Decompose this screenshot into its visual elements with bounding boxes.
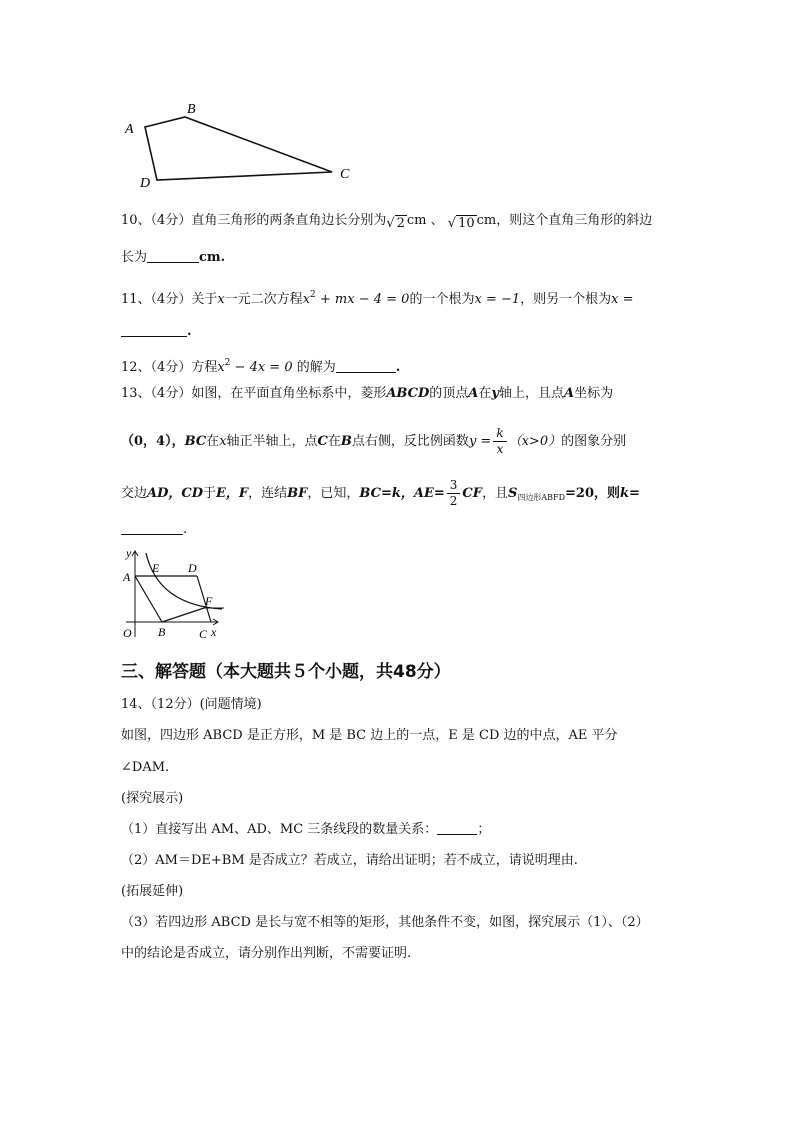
q13-frac-den: x bbox=[496, 442, 504, 456]
q13-fraction-3-over-2 bbox=[447, 478, 461, 509]
q13-l1e: 坐标为 bbox=[574, 386, 614, 401]
q13-l3a: 交边 bbox=[121, 486, 148, 501]
q10-line1 bbox=[121, 211, 691, 234]
label-d2: D bbox=[188, 561, 197, 575]
q13-l3i: CF bbox=[462, 486, 482, 501]
q13-frac2-den: 2 bbox=[449, 494, 458, 508]
label-f: F bbox=[205, 594, 213, 608]
q10-suffix: ，则这个直角三角形的斜边 bbox=[496, 213, 653, 228]
q12-prefix: 12、（4分）方程 bbox=[121, 360, 218, 375]
q13-line1 bbox=[121, 384, 691, 404]
q13-s-sub: 四边形ABFD bbox=[517, 493, 566, 502]
q11-line1 bbox=[121, 285, 691, 310]
label-o: O bbox=[123, 626, 132, 640]
q13-line4 bbox=[121, 520, 691, 540]
q13-l3h: BC=k，AE= bbox=[359, 486, 445, 501]
q13-l3k: =20，则 bbox=[565, 486, 621, 501]
radicand-2: 2 bbox=[396, 216, 405, 231]
q13-end: . bbox=[183, 522, 188, 537]
q13-c: C bbox=[317, 434, 328, 449]
q14-p1-text: （1）直接写出 AM、AD、MC 三条线段的数量关系： bbox=[121, 822, 438, 837]
label-y-axis: y bbox=[126, 546, 132, 560]
q13-l1d: 轴上，且点 bbox=[498, 386, 564, 401]
quadrilateral-shape bbox=[145, 117, 332, 180]
q13-l3c: 于 bbox=[203, 486, 217, 501]
q13-l3b: AD，CD bbox=[147, 486, 203, 501]
q13-l2a: （0，4）， bbox=[121, 434, 185, 449]
q11-prefix: 11、（4分）关于 bbox=[121, 292, 218, 307]
quadrilateral-figure bbox=[115, 95, 365, 195]
answer-blank-q10[interactable] bbox=[147, 248, 199, 263]
q13-l1c: 在 bbox=[478, 386, 492, 401]
q10-prefix: 10、（4分）直角三角形的两条直角边长分别为 bbox=[121, 213, 387, 228]
label-a2: A bbox=[123, 570, 131, 584]
q11-mid: 一元二次方程 bbox=[224, 292, 303, 307]
q14-extend: (拓展延伸) bbox=[121, 884, 184, 899]
label-b2: B bbox=[158, 625, 166, 639]
label-d: D bbox=[140, 176, 151, 191]
sqrt-10: √ 10 bbox=[447, 216, 475, 231]
answer-blank-q13[interactable] bbox=[121, 520, 183, 535]
section-heading: 三、解答题（本大题共５个小题，共48分） bbox=[121, 662, 451, 682]
q13-y: y bbox=[491, 386, 499, 401]
q13-l1a: 13、（4分）如图，在平面直角坐标系中，菱形 bbox=[121, 386, 387, 401]
unit-cm-1: cm bbox=[406, 213, 427, 228]
q13-b: B bbox=[340, 434, 352, 449]
q12-suffix: 的解为 bbox=[292, 360, 336, 375]
side-ab bbox=[135, 576, 162, 622]
q14-p3b: 中的结论是否成立，请分别作出判断，不需要证明. bbox=[121, 946, 412, 961]
q14-line2: 如图，四边形 ABCD 是正方形，M 是 BC 边上的一点，E 是 CD 边的中点，AE 平分 bbox=[121, 728, 618, 743]
q14-p1 bbox=[121, 820, 691, 840]
q11-mid3: ，则另一个根为 bbox=[520, 292, 612, 307]
q14-line3: ∠DAM. bbox=[121, 760, 170, 775]
q13-l2b: 在 bbox=[206, 434, 220, 449]
q12-eq-rest: − 4x = 0 bbox=[230, 360, 293, 375]
q13-x: x bbox=[219, 434, 227, 449]
q12-eq-exp: 2 bbox=[224, 358, 231, 368]
label-b: B bbox=[187, 102, 196, 117]
q14-p1-end: ； bbox=[477, 822, 491, 837]
q13-l3l: = bbox=[629, 486, 640, 501]
q11-eq-exp: 2 bbox=[310, 290, 316, 300]
label-e: E bbox=[152, 561, 160, 575]
q10-line2-end: cm. bbox=[199, 250, 226, 265]
q13-frac-num: k bbox=[493, 426, 506, 442]
q13-line3 bbox=[121, 478, 691, 512]
q11-mid2: 的一个根为 bbox=[409, 292, 475, 307]
q13-l2d: 在 bbox=[327, 434, 341, 449]
q14-explore: (探究展示) bbox=[121, 791, 184, 806]
q13-l2f: 的图象分别 bbox=[561, 434, 627, 449]
q10-sep: 、 bbox=[426, 213, 448, 228]
q10-line2-start: 长为 bbox=[121, 250, 148, 265]
q11-root: x = −1 bbox=[474, 292, 521, 307]
q13-bc: BC bbox=[184, 434, 207, 449]
rhombus-coordinate-figure bbox=[118, 545, 233, 645]
q14-p3a: （3）若四边形 ABCD 是长与宽不相等的矩形，其他条件不变，如图，探究展示（1）、（2） bbox=[121, 915, 649, 930]
q11-line2 bbox=[121, 322, 691, 342]
q10-line2 bbox=[121, 248, 691, 268]
segment-bf bbox=[162, 607, 207, 622]
q13-a: A bbox=[468, 386, 479, 401]
q13-l3d: E，F bbox=[216, 486, 249, 501]
q13-l3g: ，已知， bbox=[307, 486, 360, 501]
q13-fraction-k-over-x bbox=[493, 426, 506, 457]
q11-eq-rest: + mx − 4 = 0 bbox=[315, 292, 410, 307]
q12-end: . bbox=[395, 360, 401, 375]
label-x-axis: x bbox=[211, 625, 217, 639]
q13-l3f: BF bbox=[287, 486, 308, 501]
q13-abcd: ABCD bbox=[386, 386, 430, 401]
q13-l1b: 的顶点 bbox=[429, 386, 469, 401]
q13-s: S bbox=[508, 486, 518, 501]
unit-cm-2: cm bbox=[476, 213, 497, 228]
q13-cond: （x>0） bbox=[508, 434, 562, 449]
q11-end: . bbox=[187, 324, 192, 339]
q13-l2e: 点右侧，反比例函数 bbox=[351, 434, 469, 449]
label-c2: C bbox=[199, 627, 208, 641]
q14-line1: 14、（12分）(问题情境) bbox=[121, 697, 262, 712]
q11-var-x: x bbox=[217, 292, 225, 307]
sqrt-2: √ 2 bbox=[386, 216, 405, 231]
q13-k: k bbox=[620, 486, 630, 501]
q13-l2c: 轴正半轴上，点 bbox=[226, 434, 318, 449]
q13-frac2-num: 3 bbox=[447, 478, 461, 494]
q12-eq-x: x bbox=[217, 360, 225, 375]
q11-eq-x: x bbox=[302, 292, 311, 307]
q11-tail: x = bbox=[611, 292, 634, 307]
q13-func-y: y = bbox=[468, 434, 492, 449]
q13-l3e: ，连结 bbox=[248, 486, 288, 501]
answer-blank-q14[interactable] bbox=[437, 820, 477, 835]
label-a: A bbox=[125, 122, 134, 137]
q13-l3j: ，且 bbox=[482, 486, 509, 501]
q12-line bbox=[121, 353, 691, 378]
q13-a2: A bbox=[563, 386, 575, 401]
radicand-10: 10 bbox=[458, 216, 475, 231]
label-c: C bbox=[340, 167, 350, 182]
answer-blank-q11[interactable] bbox=[121, 322, 187, 337]
q14-p2: （2）AM＝DE+BM 是否成立？若成立，请给出证明；若不成立，请说明理由. bbox=[121, 853, 578, 868]
q13-line2 bbox=[121, 426, 691, 457]
answer-blank-q12[interactable] bbox=[336, 358, 396, 373]
